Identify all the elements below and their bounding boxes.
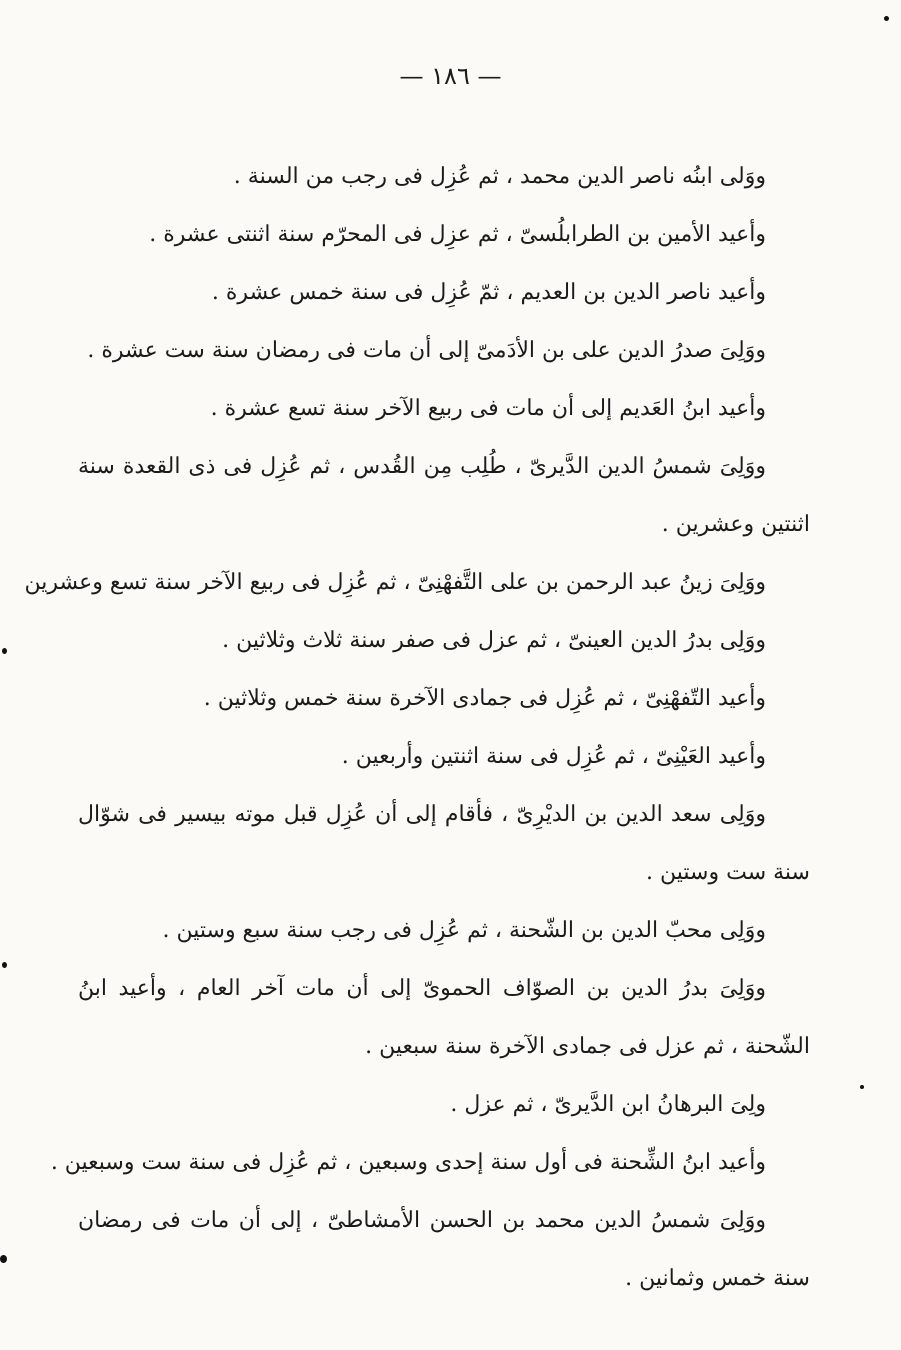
paragraph: ووَلِىَ صدرُ الدين على بن الأدَمىّ إلى أن مات فى رمضان سنة ست عشرة . bbox=[87, 338, 766, 363]
paragraph: ووَلِىَ زينُ عبد الرحمن بن على التَّفهْنِىّ ، ثم عُزِل فى ربيع الآخر سنة تسع وعشرين bbox=[24, 570, 766, 595]
paragraph: ووَلِىَ شمسُ الدين محمد بن الحسن الأمشاطىّ ، إلى أن مات فى رمضان سنة خمس وثمانين . bbox=[78, 1208, 810, 1291]
paragraph: ووَلِىَ بدرُ الدين بن الصوّاف الحموىّ إلى أن مات آخر العام ، وأعيد ابنُ الشّحنة ، ثم عزل فى جمادى الآخرة سنة سبعين . bbox=[78, 976, 810, 1059]
paragraph: وأعيد التّفهْنِىّ ، ثم عُزِل فى جمادى الآخرة سنة خمس وثلاثين . bbox=[203, 686, 766, 711]
scan-speck bbox=[2, 648, 7, 654]
body-text bbox=[24, 148, 810, 1308]
paragraph: ووَلِى محبّ الدين بن الشّحنة ، ثم عُزِل فى رجب سنة سبع وستين . bbox=[162, 918, 766, 943]
paragraph: ووَلِى سعد الدين بن الديْرِىّ ، فأقام إلى أن عُزِل قبل موته بيسير فى شوّال سنة ست وستين . bbox=[78, 802, 810, 885]
paragraph: وأعيد ابنُ العَديم إلى أن مات فى ربيع الآخر سنة تسع عشرة . bbox=[210, 396, 766, 421]
paragraph: وأعيد العَيْنِىّ ، ثم عُزِل فى سنة اثنتين وأربعين . bbox=[341, 744, 766, 769]
scan-speck bbox=[884, 16, 889, 21]
paragraph: ووَلى ابنُه ناصر الدين محمد ، ثم عُزِل فى رجب من السنة . bbox=[233, 164, 766, 189]
paragraph: ولِىَ البرهانُ ابن الدَّيرىّ ، ثم عزل . bbox=[450, 1092, 766, 1117]
paragraph: ووَلِى بدرُ الدين العينىّ ، ثم عزل فى صفر سنة ثلاث وثلاثين . bbox=[222, 628, 766, 653]
page-number: — ١٨٦ — bbox=[399, 62, 502, 90]
paragraph: ووَلِىَ شمسُ الدين الدَّيرىّ ، طُلِب مِن القُدس ، ثم عُزِل فى ذى القعدة سنة اثنتين وعشرين . bbox=[78, 454, 810, 537]
scan-speck bbox=[2, 962, 7, 968]
scan-speck bbox=[0, 1255, 7, 1263]
paragraph: وأعيد ابنُ الشِّحنة فى أول سنة إحدى وسبعين ، ثم عُزِل فى سنة ست وسبعين . bbox=[50, 1150, 766, 1175]
scan-speck bbox=[860, 1085, 864, 1089]
paragraph: وأعيد ناصر الدين بن العديم ، ثمّ عُزِل فى سنة خمس عشرة . bbox=[211, 280, 766, 305]
paragraph: وأعيد الأمين بن الطرابلُسىّ ، ثم عزِل فى المحرّم سنة اثنتى عشرة . bbox=[149, 222, 766, 247]
